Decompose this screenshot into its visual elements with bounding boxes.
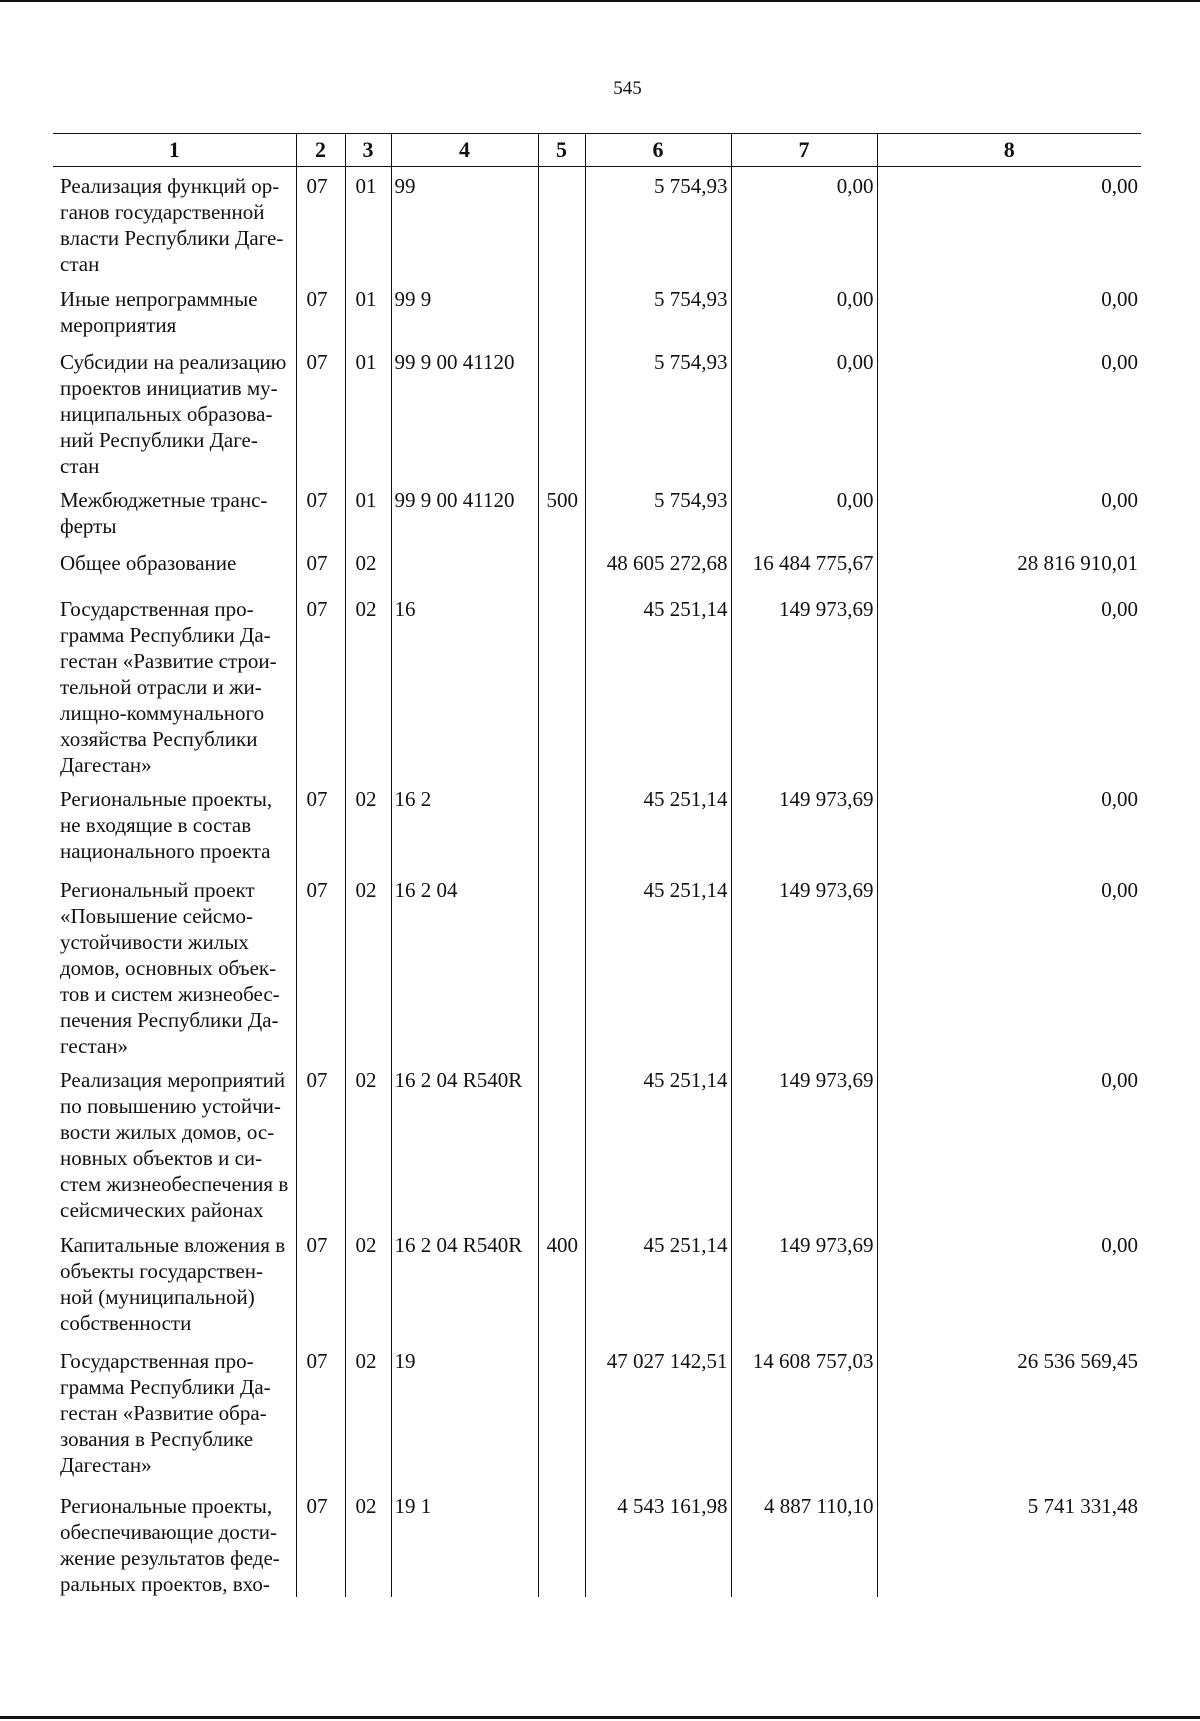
row-subsection: 01 xyxy=(345,167,391,280)
row-name: Государственная про-грамма Республики Да-гестан «Развитие строи-тельной отрасли и жи-лищно-коммунального хозяйства Республики Дагестан» xyxy=(60,596,277,777)
row-subsection: 01 xyxy=(345,280,391,343)
row-subsection: 02 xyxy=(345,590,391,780)
header-col-2: 2 xyxy=(296,134,345,167)
row-expense-type xyxy=(538,544,585,590)
row-value-col6: 45 251,14 xyxy=(585,1226,731,1342)
row-name: Государственная про-грамма Республики Да-гестан «Развитие обра-зования в Республике Дагестан» xyxy=(60,1348,271,1477)
row-value-col8: 0,00 xyxy=(877,280,1141,343)
row-name: Региональный проект «Повышение сейсмо-устойчивости жилых домов, основных объек-тов и систем жизнеобес-печения Республики Да-гестан» xyxy=(60,877,280,1058)
row-value-col8: 0,00 xyxy=(877,343,1141,481)
header-col-4: 4 xyxy=(391,134,538,167)
row-expense-type xyxy=(538,1061,585,1226)
bottom-edge-line xyxy=(0,1716,1200,1719)
header-col-3: 3 xyxy=(345,134,391,167)
row-expense-type xyxy=(538,167,585,280)
row-section: 07 xyxy=(296,280,345,343)
row-value-col6: 45 251,14 xyxy=(585,780,731,871)
row-target-article: 19 xyxy=(391,1342,538,1487)
row-subsection: 02 xyxy=(345,780,391,871)
table-header xyxy=(53,134,1141,167)
row-subsection: 02 xyxy=(345,1061,391,1226)
row-value-col7: 0,00 xyxy=(731,343,877,481)
row-target-article: 99 xyxy=(391,167,538,280)
page-number: 545 xyxy=(613,78,642,99)
row-value-col8: 28 816 910,01 xyxy=(877,544,1141,590)
row-section: 07 xyxy=(296,1226,345,1342)
row-value-col8: 0,00 xyxy=(877,780,1141,871)
table-row xyxy=(53,280,1141,343)
top-edge-line xyxy=(0,0,1200,2)
table-row xyxy=(53,1342,1141,1487)
table-row xyxy=(53,343,1141,481)
row-value-col7: 0,00 xyxy=(731,167,877,280)
row-section: 07 xyxy=(296,1342,345,1487)
row-name: Межбюджетные транс-ферты xyxy=(60,487,268,538)
header-row xyxy=(53,134,1141,167)
row-subsection: 01 xyxy=(345,481,391,544)
row-value-col7: 4 887 110,10 xyxy=(731,1487,877,1597)
row-expense-type xyxy=(538,590,585,780)
row-target-article: 99 9 00 41120 xyxy=(391,481,538,544)
row-value-col7: 16 484 775,67 xyxy=(731,544,877,590)
row-value-col7: 149 973,69 xyxy=(731,1061,877,1226)
row-value-col6: 45 251,14 xyxy=(585,590,731,780)
row-value-col7: 0,00 xyxy=(731,481,877,544)
row-target-article: 16 2 04 R540R xyxy=(391,1061,538,1226)
table-row xyxy=(53,780,1141,871)
table-row xyxy=(53,544,1141,590)
table-row xyxy=(53,481,1141,544)
row-section: 07 xyxy=(296,1061,345,1226)
row-value-col6: 5 754,93 xyxy=(585,343,731,481)
header-col-8: 8 xyxy=(877,134,1141,167)
row-section: 07 xyxy=(296,481,345,544)
row-target-article: 99 9 00 41120 xyxy=(391,343,538,481)
row-section: 07 xyxy=(296,1487,345,1597)
header-col-6: 6 xyxy=(585,134,731,167)
table-row xyxy=(53,1226,1141,1342)
row-value-col7: 149 973,69 xyxy=(731,1226,877,1342)
row-value-col6: 45 251,14 xyxy=(585,1061,731,1226)
header-col-1: 1 xyxy=(53,134,296,167)
row-section: 07 xyxy=(296,167,345,280)
row-value-col6: 48 605 272,68 xyxy=(585,544,731,590)
row-name: Реализация функций ор-ганов государственной власти Республики Даге-стан xyxy=(60,174,284,276)
row-value-col6: 5 754,93 xyxy=(585,167,731,280)
row-expense-type xyxy=(538,1342,585,1487)
row-section: 07 xyxy=(296,780,345,871)
row-name: Реализация мероприятий по повышению устойчи-вости жилых домов, ос-новных объектов и си-стем жизнеобеспечения в сейсмических районах xyxy=(60,1067,289,1222)
row-target-article: 16 2 04 xyxy=(391,871,538,1061)
row-value-col7: 149 973,69 xyxy=(731,590,877,780)
row-value-col7: 0,00 xyxy=(731,280,877,343)
row-value-col8: 5 741 331,48 xyxy=(877,1487,1141,1597)
table-row xyxy=(53,167,1141,280)
row-section: 07 xyxy=(296,343,345,481)
row-subsection: 02 xyxy=(345,544,391,590)
row-target-article: 99 9 xyxy=(391,280,538,343)
row-value-col8: 0,00 xyxy=(877,481,1141,544)
row-target-article: 16 xyxy=(391,590,538,780)
row-value-col7: 14 608 757,03 xyxy=(731,1342,877,1487)
row-value-col8: 0,00 xyxy=(877,167,1141,280)
row-section: 07 xyxy=(296,544,345,590)
header-col-5: 5 xyxy=(538,134,585,167)
row-expense-type xyxy=(538,1487,585,1597)
row-name: Капитальные вложения в объекты государствен-ной (муниципальной) собственности xyxy=(60,1232,286,1335)
row-subsection: 01 xyxy=(345,343,391,481)
row-value-col7: 149 973,69 xyxy=(731,871,877,1061)
row-value-col6: 4 543 161,98 xyxy=(585,1487,731,1597)
row-name: Региональные проекты, обеспечивающие дости-жение результатов феде-ральных проектов, вхо- xyxy=(60,1493,280,1596)
table-row xyxy=(53,590,1141,780)
row-name: Субсидии на реализацию проектов инициатив му-ниципальных образова-ний Республики Даге-стан xyxy=(60,349,287,478)
row-target-article: 19 1 xyxy=(391,1487,538,1597)
table-row xyxy=(53,1061,1141,1226)
row-value-col7: 149 973,69 xyxy=(731,780,877,871)
table-row xyxy=(53,1487,1141,1597)
row-value-col6: 47 027 142,51 xyxy=(585,1342,731,1487)
row-section: 07 xyxy=(296,871,345,1061)
row-expense-type xyxy=(538,871,585,1061)
row-value-col8: 26 536 569,45 xyxy=(877,1342,1141,1487)
row-expense-type xyxy=(538,780,585,871)
row-subsection: 02 xyxy=(345,871,391,1061)
row-target-article: 16 2 xyxy=(391,780,538,871)
row-expense-type: 500 xyxy=(538,481,585,544)
row-value-col6: 45 251,14 xyxy=(585,871,731,1061)
row-name: Региональные проекты, не входящие в состав национального проекта xyxy=(60,786,273,863)
row-expense-type: 400 xyxy=(538,1226,585,1342)
row-expense-type xyxy=(538,343,585,481)
row-section: 07 xyxy=(296,590,345,780)
budget-table xyxy=(53,133,1141,1597)
row-value-col8: 0,00 xyxy=(877,590,1141,780)
row-expense-type xyxy=(538,280,585,343)
row-target-article xyxy=(391,544,538,590)
row-subsection: 02 xyxy=(345,1487,391,1597)
row-target-article: 16 2 04 R540R xyxy=(391,1226,538,1342)
row-name: Общее образование xyxy=(60,550,237,575)
row-value-col8: 0,00 xyxy=(877,871,1141,1061)
row-value-col6: 5 754,93 xyxy=(585,481,731,544)
row-value-col6: 5 754,93 xyxy=(585,280,731,343)
row-subsection: 02 xyxy=(345,1226,391,1342)
row-value-col8: 0,00 xyxy=(877,1061,1141,1226)
header-col-7: 7 xyxy=(731,134,877,167)
table-row xyxy=(53,871,1141,1061)
row-name: Иные непрограммные мероприятия xyxy=(60,286,258,337)
row-subsection: 02 xyxy=(345,1342,391,1487)
row-value-col8: 0,00 xyxy=(877,1226,1141,1342)
table-body xyxy=(53,167,1141,1597)
